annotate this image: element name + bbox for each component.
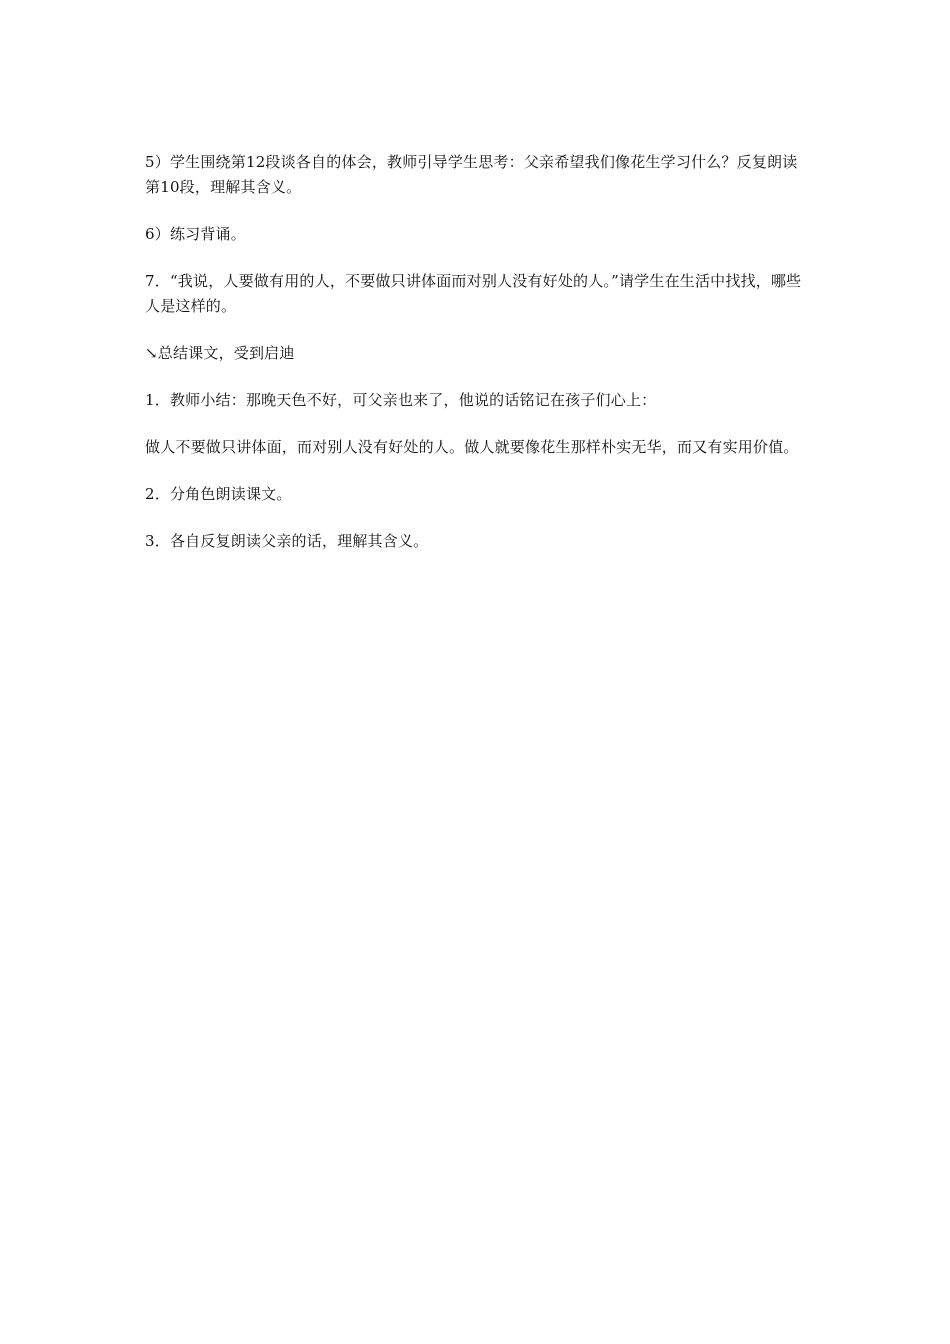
paragraph-father-quote: 做人不要做只讲体面，而对别人没有好处的人。做人就要像花生那样朴实无华，而又有实用价值。 [145, 438, 799, 456]
section-heading-summary: ↘总结课文，受到启迪 [145, 344, 295, 362]
paragraph-step-7: 7．“我说，人要做有用的人，不要做只讲体面而对别人没有好处的人。”请学生在生活中找找，哪些人是这样的。 [145, 272, 802, 315]
paragraph-summary-1: 1．教师小结：那晚天色不好，可父亲也来了，他说的话铭记在孩子们心上： [145, 391, 657, 409]
paragraph-summary-2: 2．分角色朗读课文。 [145, 485, 292, 503]
paragraph-summary-3: 3．各自反复朗读父亲的话，理解其含义。 [145, 532, 429, 550]
document-body [145, 150, 810, 576]
paragraph-step-5: 5）学生围绕第12段谈各自的体会，教师引导学生思考：父亲希望我们像花生学习什么？反复朗读第10段，理解其含义。 [145, 153, 798, 196]
paragraph-step-6: 6）练习背诵。 [145, 225, 246, 243]
